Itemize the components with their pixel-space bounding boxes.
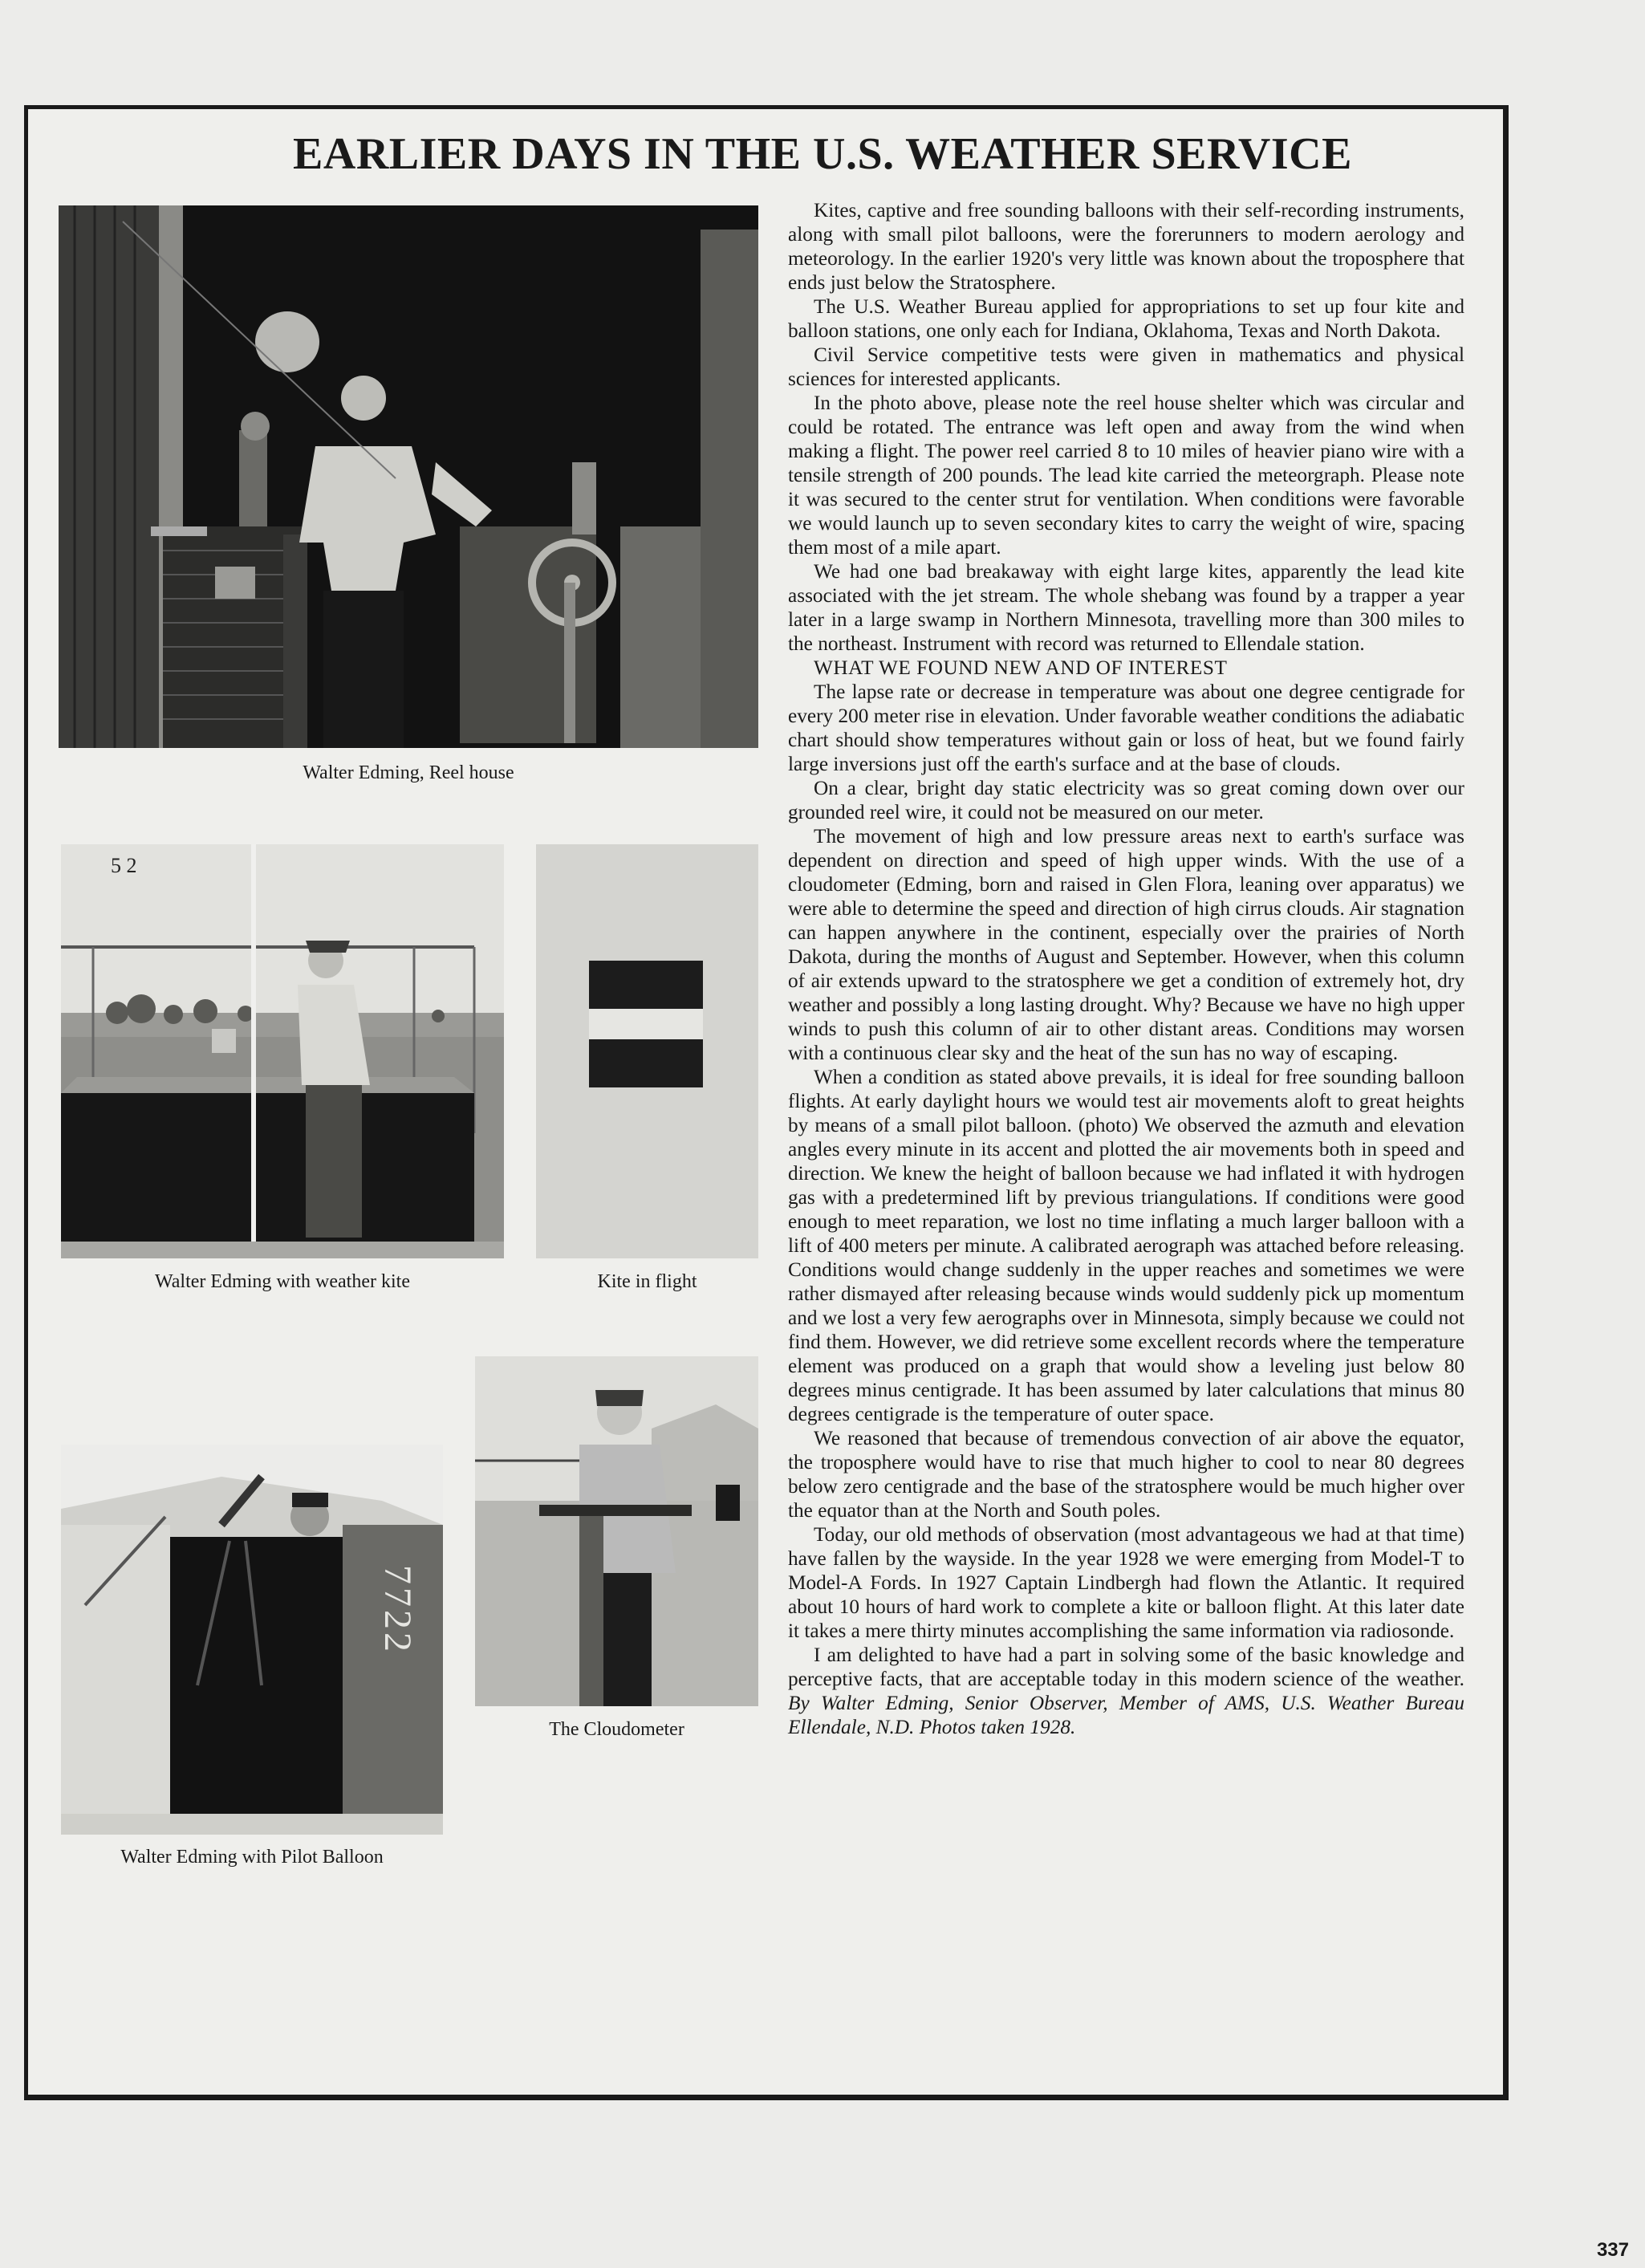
- photo-corner-number: 5 2: [111, 854, 137, 877]
- closing-paragraph: [788, 1643, 1464, 1739]
- weather-kite-photo: [61, 844, 504, 1258]
- article-body: [788, 198, 1464, 1739]
- byline: By Walter Edming, Senior Observer, Member of AMS, U.S. Weather Bureau Ellendale, N.D. Photos taken 1928.: [788, 1692, 1464, 1738]
- article-paragraph: The movement of high and low pressure areas next to earth's surface was dependent on direction and speed of high upper winds. With the use of a cloudometer (Edming, born and raised in Glen Flora, leaning over apparatus) we were able to determine the speed and direction of high cirrus clouds. Air stagnation can happen anywhere in the continent, especially over the prairies of North Dakota, during the months of August and September. However, when this column of air extends upward to the stratosphere we get a condition of extremely hot, dry weather and possibly a long lasting drought. Why? Because we have no high upper winds to push this column of air to other distant areas. Conditions may worsen with a continuous clear sky and the heat of the sun has no way of escaping.: [788, 825, 1464, 1064]
- article-paragraph: The U.S. Weather Bureau applied for appropriations to set up four kite and balloon stations, one only each for Indiana, Oklahoma, Texas and North Dakota.: [788, 295, 1464, 342]
- article-paragraph: When a condition as stated above prevails, it is ideal for free sounding balloon flights. At early daylight hours we would test air movements aloft to great heights by means of a small pilot balloon. (photo) We observed the azmuth and elevation angles every minute in its accent and plotted the air movements both in speed and direction. We knew the height of balloon because we had inflated it with hydrogen gas with a predetermined lift by previous triangulations. If conditions were good enough to meet reparation, we lost no time inflating a much larger balloon with a lift of 400 meters per minute. A calibrated aerograph was attached before releasing. Conditions would change suddenly in the upper reaches and sometimes we were rather dismayed after releasing because winds would suddenly pick up momentum and we lost a very few aerographs over in Minnesota, simply because we could not find them. However, we did retrieve some excellent records where the temperature element was produced on a graph that would show a leveling just below 80 degrees minus centigrade. It has been assumed by later calculations that minus 80 degrees centigrade is the temperature of outer space.: [788, 1066, 1464, 1425]
- article-paragraph: On a clear, bright day static electricity was so great coming down over our grounded reel wire, it could not be measured on our meter.: [788, 777, 1464, 823]
- closing-text: I am delighted to have had a part in solving some of the basic knowledge and perceptive facts, that are acceptable today in this modern science of the weather.: [788, 1644, 1464, 1690]
- caption-pilot-balloon: Walter Edming with Pilot Balloon: [120, 1847, 384, 1868]
- caption-reel-house: Walter Edming, Reel house: [303, 762, 514, 783]
- page-number: 337: [1596, 2239, 1629, 2261]
- article-paragraph: Kites, captive and free sounding balloons with their self-recording instruments, along with small pilot balloons, were the forerunners to modern aerology and meteorology. In the earlier 1920's very little was known about the troposphere that ends just below the Stratosphere.: [788, 199, 1464, 294]
- page-title: EARLIER DAYS IN THE U.S. WEATHER SERVICE: [293, 129, 1352, 179]
- caption-weather-kite: Walter Edming with weather kite: [155, 1271, 410, 1292]
- caption-cloudometer: The Cloudometer: [549, 1719, 684, 1740]
- kite-in-flight-photo: [536, 844, 758, 1258]
- article-paragraph: Civil Service competitive tests were given in mathematics and physical sciences for interested applicants.: [788, 343, 1464, 390]
- article-paragraph: The lapse rate or decrease in temperature was about one degree centigrade for every 200 meter rise in elevation. Under favorable weather conditions the adiabatic chart should show temperatures without gain or loss of heat, but we found fairly large inversions just off the earth's surface and at the base of clouds.: [788, 681, 1464, 775]
- cloudometer-photo: [475, 1356, 758, 1706]
- article-paragraph: Today, our old methods of observation (most advantageous we had at that time) have fallen by the wayside. In the year 1928 we were emerging from Model-T to Model-A Fords. In 1927 Captain Lindbergh had flown the Atlantic. It required about 10 hours of hard work to complete a kite or balloon flight. At this later date it takes a mere thirty minutes accomplishing the same information via radiosonde.: [788, 1523, 1464, 1642]
- section-heading: WHAT WE FOUND NEW AND OF INTEREST: [814, 656, 1228, 679]
- article-paragraph: In the photo above, please note the reel house shelter which was circular and could be rotated. The entrance was left open and away from the wind when making a flight. The power reel carried 8 to 10 miles of heavier piano wire with a tensile strength of 200 pounds. The lead kite carried the meteorgraph. Please note it was secured to the center strut for ventilation. When conditions were favorable we would launch up to seven secondary kites to carry the weight of wire, spacing them most of a mile apart.: [788, 392, 1464, 559]
- reel-house-photo: [59, 205, 758, 748]
- article-paragraph: We had one bad breakaway with eight large kites, apparently the lead kite associated with the jet stream. The whole shebang was found by a trapper a year later in a large swamp in Northern Minnesota, travelling more than 300 miles to the northeast. Instrument with record was returned to Ellendale station.: [788, 560, 1464, 655]
- caption-kite-in-flight: Kite in flight: [597, 1271, 697, 1292]
- article-paragraph: We reasoned that because of tremendous convection of air above the equator, the troposphere would have to rise that much higher to cool to near 80 degrees below zero centigrade and the base of the stratosphere would be much higher over the equator than at the North and South poles.: [788, 1427, 1464, 1522]
- door-number-mark: 7722: [376, 1565, 419, 1655]
- pilot-balloon-photo: [61, 1445, 443, 1835]
